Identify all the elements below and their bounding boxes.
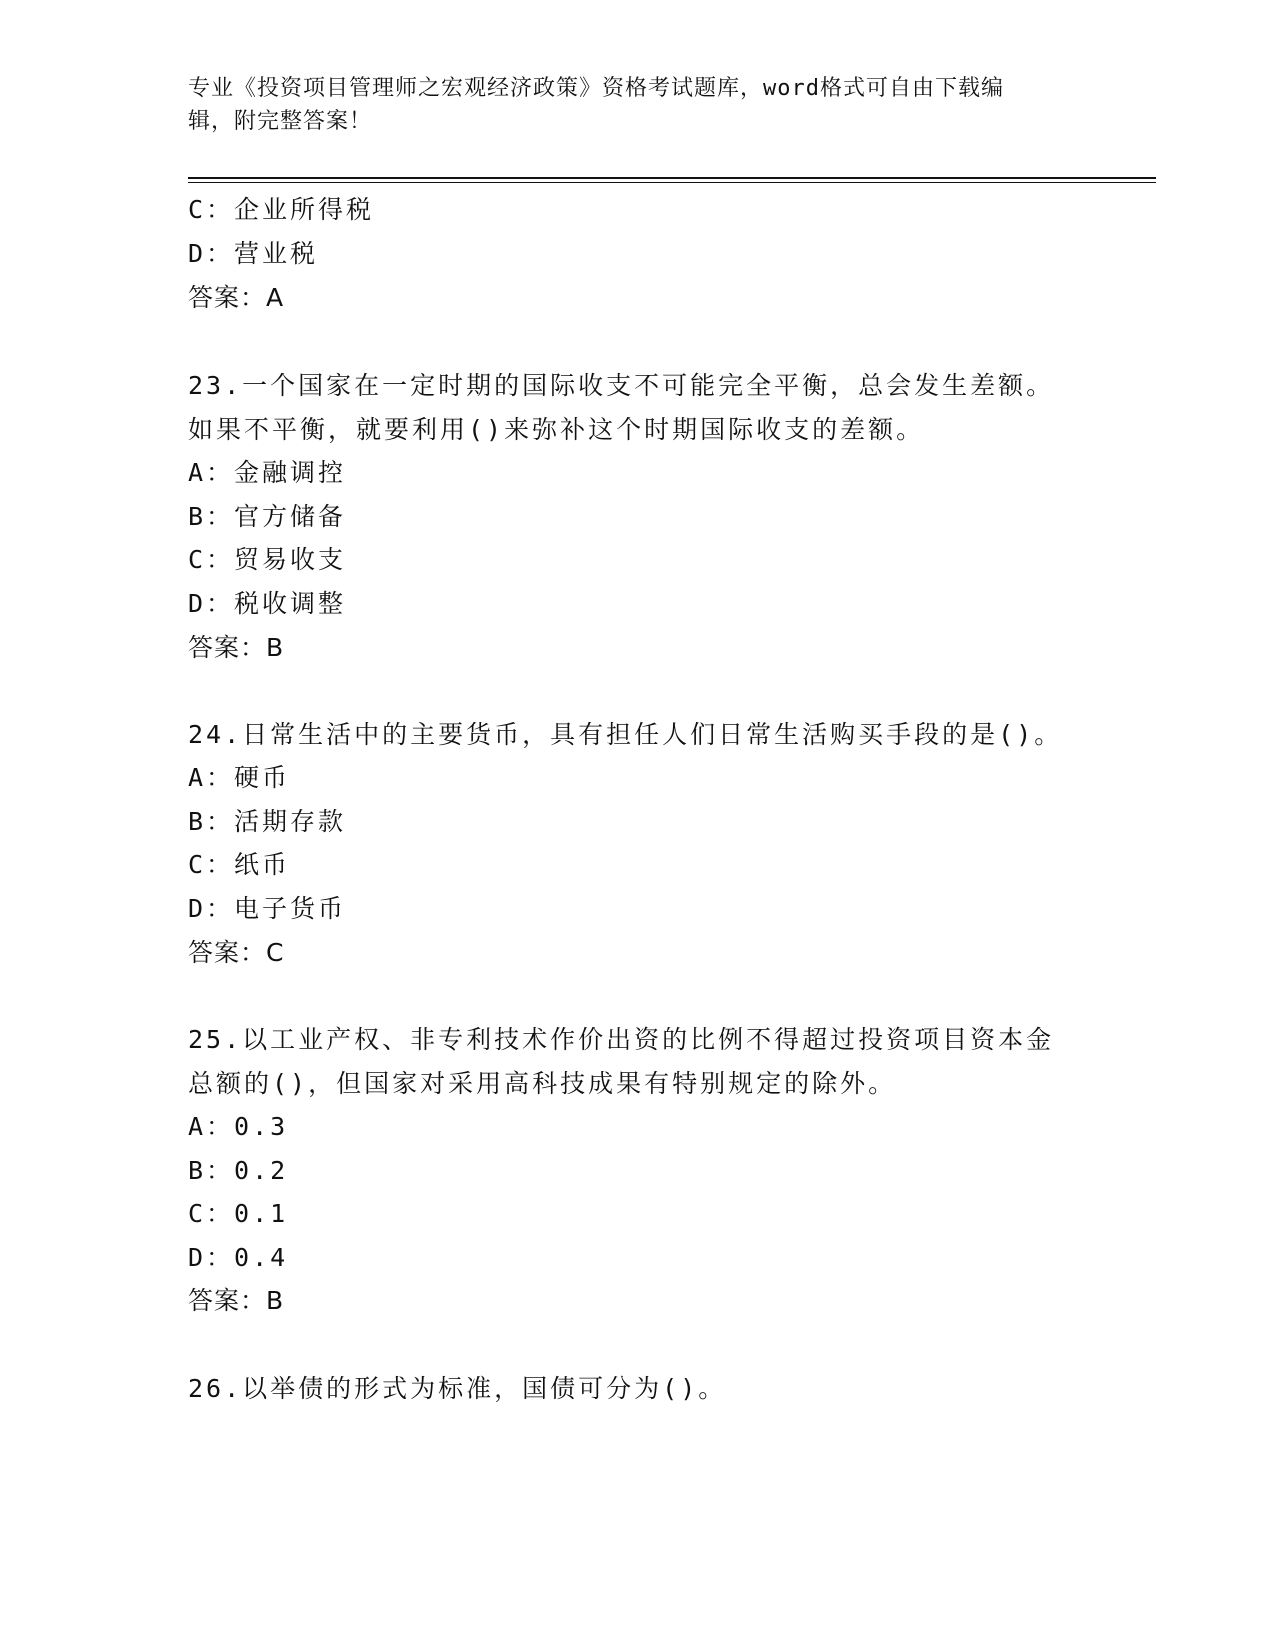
question-24-option-a: A：硬币 (188, 763, 291, 792)
document-header (188, 72, 1088, 138)
question-25-stem-line-2: 总额的()，但国家对采用高科技成果有特别规定的除外。 (188, 1069, 897, 1098)
question-25-option-d: D：0.4 (188, 1243, 289, 1272)
question-26-stem-line-1: 26.以举债的形式为标准，国债可分为()。 (188, 1374, 727, 1403)
header-line-1: 专业《投资项目管理师之宏观经济政策》资格考试题库，word格式可自由下载编 (188, 76, 1004, 101)
answer-line: 答案：A (188, 283, 285, 312)
question-23-option-d: D：税收调整 (188, 589, 347, 618)
header-divider-thick (188, 177, 1156, 179)
question-24-option-d: D：电子货币 (188, 894, 347, 923)
option-c: C：企业所得税 (188, 195, 375, 224)
question-23-answer: 答案：B (188, 633, 285, 662)
question-23-stem-line-2: 如果不平衡，就要利用()来弥补这个时期国际收支的差额。 (188, 415, 925, 444)
header-line-2: 辑，附完整答案！ (188, 109, 373, 134)
question-25-stem-line-1: 25.以工业产权、非专利技术作价出资的比例不得超过投资项目资本金 (188, 1025, 1055, 1054)
question-25-answer: 答案：B (188, 1286, 285, 1315)
question-24-option-b: B：活期存款 (188, 807, 347, 836)
question-24-answer: 答案：C (188, 938, 285, 967)
header-divider-thin (188, 182, 1156, 183)
question-25-option-c: C：0.1 (188, 1199, 289, 1228)
question-23-option-c: C：贸易收支 (188, 545, 347, 574)
question-25-option-b: B：0.2 (188, 1156, 289, 1185)
option-d: D：营业税 (188, 239, 319, 268)
question-24-stem-line-1: 24.日常生活中的主要货币，具有担任人们日常生活购买手段的是()。 (188, 720, 1063, 749)
question-25-option-a: A：0.3 (188, 1112, 289, 1141)
question-24-option-c: C：纸币 (188, 850, 291, 879)
question-23-option-a: A：金融调控 (188, 458, 347, 487)
question-23-stem-line-1: 23.一个国家在一定时期的国际收支不可能完全平衡，总会发生差额。 (188, 371, 1055, 400)
question-23-option-b: B：官方储备 (188, 502, 347, 531)
